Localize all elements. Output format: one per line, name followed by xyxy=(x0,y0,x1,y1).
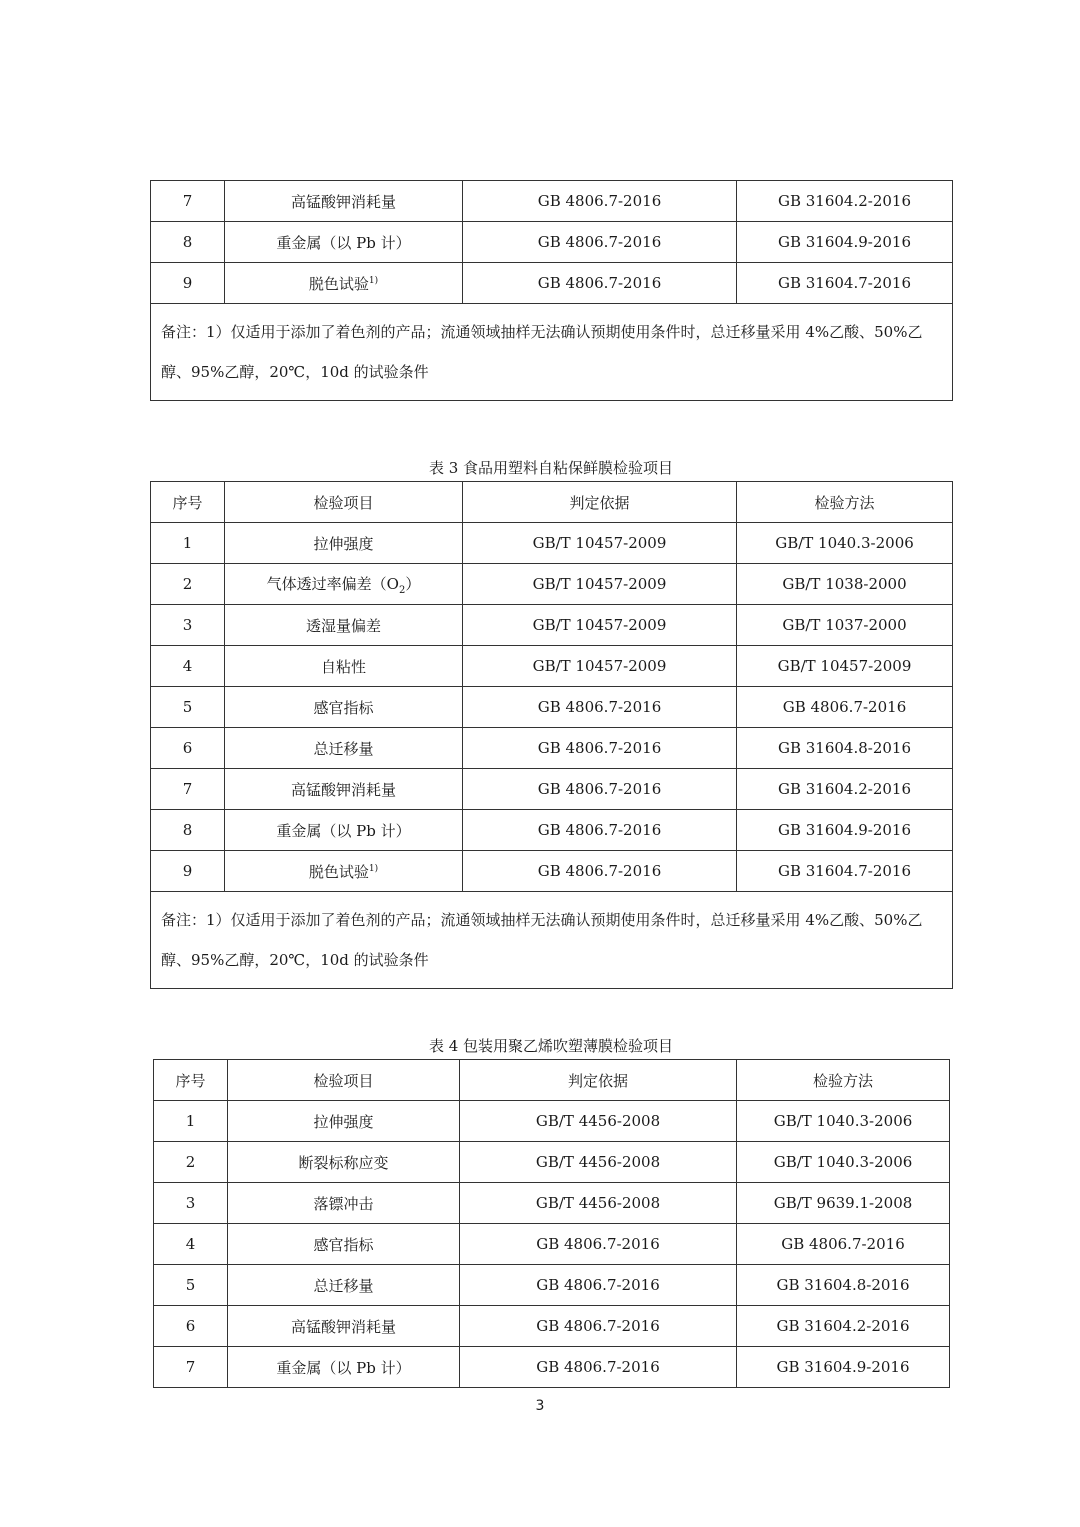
test-method: GB 31604.8-2016 xyxy=(737,1265,950,1306)
table-row xyxy=(151,646,953,687)
test-method: GB/T 10457-2009 xyxy=(737,646,953,687)
note-row xyxy=(151,892,953,989)
row-number: 3 xyxy=(154,1183,228,1224)
table-row xyxy=(151,605,953,646)
test-item: 感官指标 xyxy=(228,1224,460,1265)
judgment-basis: GB 4806.7-2016 xyxy=(460,1265,737,1306)
test-method: GB 31604.2-2016 xyxy=(737,769,953,810)
table-note: 备注：1）仅适用于添加了着色剂的产品；流通领域抽样无法确认预期使用条件时，总迁移量采用 4%乙酸、50%乙醇、95%乙醇，20℃，10d 的试验条件 xyxy=(151,892,953,989)
test-method: GB/T 1040.3-2006 xyxy=(737,523,953,564)
table-row xyxy=(151,769,953,810)
test-item: 拉伸强度 xyxy=(228,1101,460,1142)
row-number: 9 xyxy=(151,263,225,304)
test-item: 总迁移量 xyxy=(225,728,463,769)
judgment-basis: GB 4806.7-2016 xyxy=(463,851,737,892)
row-number: 6 xyxy=(154,1306,228,1347)
test-method: GB 31604.7-2016 xyxy=(737,851,953,892)
row-number: 8 xyxy=(151,810,225,851)
table-3-caption: 表 3 食品用塑料自粘保鲜膜检验项目 xyxy=(428,459,674,477)
table-4 xyxy=(153,1059,950,1388)
header-no: 序号 xyxy=(151,482,225,523)
table-row xyxy=(151,810,953,851)
table-4-caption: 表 4 包装用聚乙烯吹塑薄膜检验项目 xyxy=(428,1037,674,1055)
test-item-tail: ） xyxy=(405,574,421,593)
row-number: 1 xyxy=(154,1101,228,1142)
table-row xyxy=(154,1306,950,1347)
judgment-basis: GB/T 10457-2009 xyxy=(463,646,737,687)
judgment-basis: GB 4806.7-2016 xyxy=(460,1347,737,1388)
test-item: 脱色试验 xyxy=(308,862,369,881)
judgment-basis: GB 4806.7-2016 xyxy=(463,810,737,851)
test-item: 重金属（以 Pb 计） xyxy=(228,1347,460,1388)
row-number: 4 xyxy=(154,1224,228,1265)
table-row xyxy=(151,851,953,892)
judgment-basis: GB 4806.7-2016 xyxy=(463,769,737,810)
row-number: 6 xyxy=(151,728,225,769)
test-item: 气体透过率偏差（O xyxy=(266,574,399,593)
header-no: 序号 xyxy=(154,1060,228,1101)
row-number: 5 xyxy=(151,687,225,728)
test-item: 高锰酸钾消耗量 xyxy=(225,769,463,810)
footnote-marker: 1) xyxy=(368,275,379,286)
row-number: 8 xyxy=(151,222,225,263)
table-header-row xyxy=(151,482,953,523)
test-method: GB 31604.2-2016 xyxy=(737,1306,950,1347)
subscript: 2 xyxy=(398,584,406,596)
judgment-basis: GB 4806.7-2016 xyxy=(460,1224,737,1265)
judgment-basis: GB/T 4456-2008 xyxy=(460,1142,737,1183)
test-item: 总迁移量 xyxy=(228,1265,460,1306)
row-number: 3 xyxy=(151,605,225,646)
test-item: 高锰酸钾消耗量 xyxy=(228,1306,460,1347)
header-basis: 判定依据 xyxy=(463,482,737,523)
table-row xyxy=(151,181,953,222)
judgment-basis: GB/T 10457-2009 xyxy=(463,523,737,564)
table-row xyxy=(151,728,953,769)
test-method: GB/T 1040.3-2006 xyxy=(737,1101,950,1142)
table-row xyxy=(154,1347,950,1388)
test-method: GB 31604.7-2016 xyxy=(737,263,953,304)
test-method: GB 4806.7-2016 xyxy=(737,687,953,728)
test-item: 重金属（以 Pb 计） xyxy=(225,222,463,263)
test-item: 脱色试验 xyxy=(308,274,369,293)
row-number: 4 xyxy=(151,646,225,687)
test-item: 透湿量偏差 xyxy=(225,605,463,646)
test-method: GB 4806.7-2016 xyxy=(737,1224,950,1265)
row-number: 2 xyxy=(154,1142,228,1183)
table-note: 备注：1）仅适用于添加了着色剂的产品；流通领域抽样无法确认预期使用条件时，总迁移量采用 4%乙酸、50%乙醇、95%乙醇，20℃，10d 的试验条件 xyxy=(151,304,953,401)
table-2-continued xyxy=(150,180,953,401)
test-item-cell xyxy=(225,564,463,605)
judgment-basis: GB/T 4456-2008 xyxy=(460,1101,737,1142)
test-item: 断裂标称应变 xyxy=(228,1142,460,1183)
table-row xyxy=(154,1142,950,1183)
row-number: 5 xyxy=(154,1265,228,1306)
header-basis: 判定依据 xyxy=(460,1060,737,1101)
row-number: 9 xyxy=(151,851,225,892)
judgment-basis: GB 4806.7-2016 xyxy=(463,222,737,263)
row-number: 7 xyxy=(151,769,225,810)
judgment-basis: GB/T 10457-2009 xyxy=(463,564,737,605)
note-row xyxy=(151,304,953,401)
table-row xyxy=(154,1224,950,1265)
row-number: 7 xyxy=(151,181,225,222)
judgment-basis: GB/T 10457-2009 xyxy=(463,605,737,646)
row-number: 2 xyxy=(151,564,225,605)
test-method: GB 31604.8-2016 xyxy=(737,728,953,769)
table-row xyxy=(151,222,953,263)
header-item: 检验项目 xyxy=(225,482,463,523)
test-item: 落镖冲击 xyxy=(228,1183,460,1224)
header-method: 检验方法 xyxy=(737,1060,950,1101)
test-method: GB 31604.9-2016 xyxy=(737,1347,950,1388)
test-method: GB 31604.2-2016 xyxy=(737,181,953,222)
table-row xyxy=(154,1101,950,1142)
judgment-basis: GB 4806.7-2016 xyxy=(460,1306,737,1347)
test-item-cell xyxy=(225,851,463,892)
row-number: 1 xyxy=(151,523,225,564)
test-item: 重金属（以 Pb 计） xyxy=(225,810,463,851)
test-item-cell xyxy=(225,263,463,304)
test-method: GB/T 9639.1-2008 xyxy=(737,1183,950,1224)
test-item: 拉伸强度 xyxy=(225,523,463,564)
judgment-basis: GB 4806.7-2016 xyxy=(463,687,737,728)
test-method: GB 31604.9-2016 xyxy=(737,810,953,851)
judgment-basis: GB/T 4456-2008 xyxy=(460,1183,737,1224)
table-row xyxy=(151,564,953,605)
judgment-basis: GB 4806.7-2016 xyxy=(463,263,737,304)
table-row xyxy=(154,1183,950,1224)
table-header-row xyxy=(154,1060,950,1101)
test-method: GB 31604.9-2016 xyxy=(737,222,953,263)
judgment-basis: GB 4806.7-2016 xyxy=(463,728,737,769)
header-item: 检验项目 xyxy=(228,1060,460,1101)
test-method: GB/T 1038-2000 xyxy=(737,564,953,605)
row-number: 7 xyxy=(154,1347,228,1388)
table-3 xyxy=(150,481,953,989)
table-row xyxy=(151,687,953,728)
table-row xyxy=(151,263,953,304)
judgment-basis: GB 4806.7-2016 xyxy=(463,181,737,222)
page-number: 3 xyxy=(535,1398,545,1414)
test-item: 自粘性 xyxy=(225,646,463,687)
footnote-marker: 1) xyxy=(368,863,379,874)
test-method: GB/T 1037-2000 xyxy=(737,605,953,646)
test-item: 高锰酸钾消耗量 xyxy=(225,181,463,222)
header-method: 检验方法 xyxy=(737,482,953,523)
table-row xyxy=(151,523,953,564)
test-item: 感官指标 xyxy=(225,687,463,728)
table-row xyxy=(154,1265,950,1306)
test-method: GB/T 1040.3-2006 xyxy=(737,1142,950,1183)
